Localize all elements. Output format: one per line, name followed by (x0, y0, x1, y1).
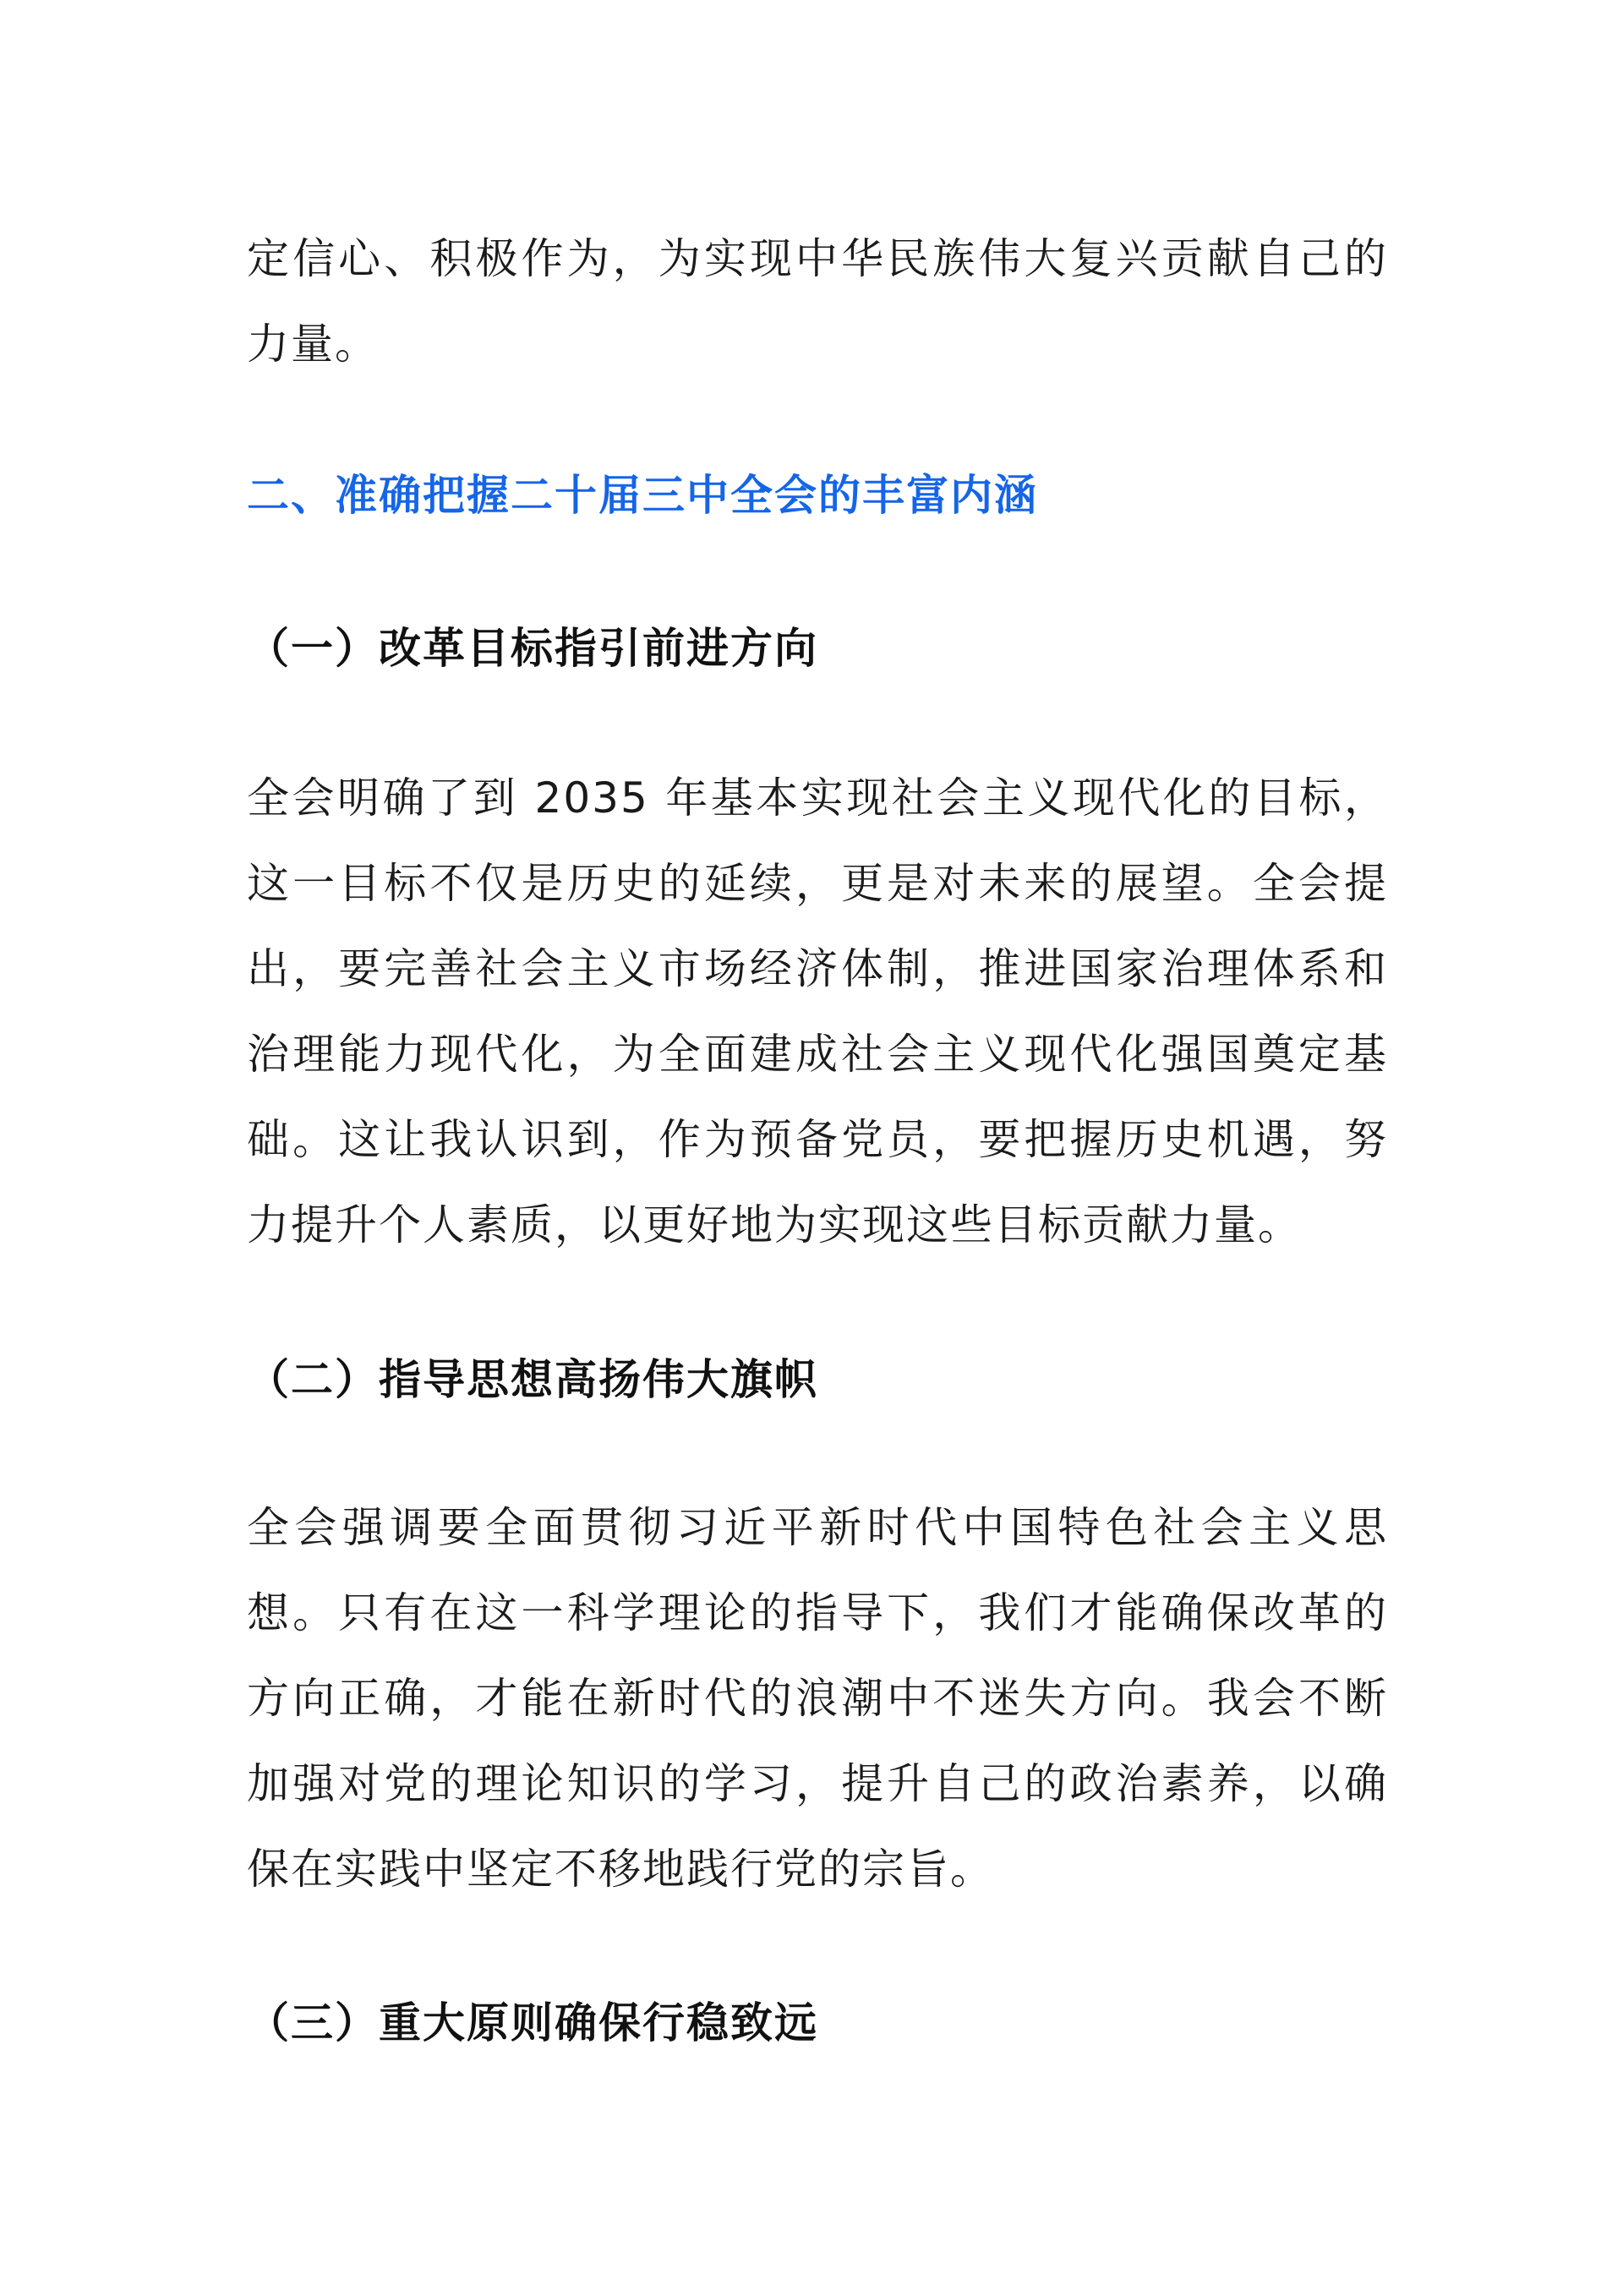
subsection-three-heading: （三）重大原则确保行稳致远 (247, 1998, 818, 2047)
subsection-two-paragraph: 全会强调要全面贯彻习近平新时代中国特色社会主义思想。只有在这一科学理论的指导下，我们才能确保改革的方向正确，才能在新时代的浪潮中不迷失方向。我会不断加强对党的理论知识的学习，提升自己的政治素养，以确保在实践中坚定不移地践行党的宗旨。 (247, 1503, 1388, 1894)
subsection-two-heading: （二）指导思想高扬伟大旗帜 (247, 1355, 818, 1404)
section-two-heading: 二、准确把握二十届三中全会的丰富内涵 (247, 471, 1038, 520)
subsection-one-paragraph: 全会明确了到 2035 年基本实现社会主义现代化的目标，这一目标不仅是历史的延续，更是对未来的展望。全会提出，要完善社会主义市场经济体制，推进国家治理体系和治理能力现代化，为全面建成社会主义现代化强国奠定基础。这让我认识到，作为预备党员，要把握历史机遇，努力提升个人素质，以更好地为实现这些目标贡献力量。 (247, 774, 1388, 1249)
subsection-one-heading: （一）改革目标指引前进方向 (247, 624, 818, 673)
intro-paragraph: 定信心、积极作为，为实现中华民族伟大复兴贡献自己的力量。 (247, 234, 1388, 369)
